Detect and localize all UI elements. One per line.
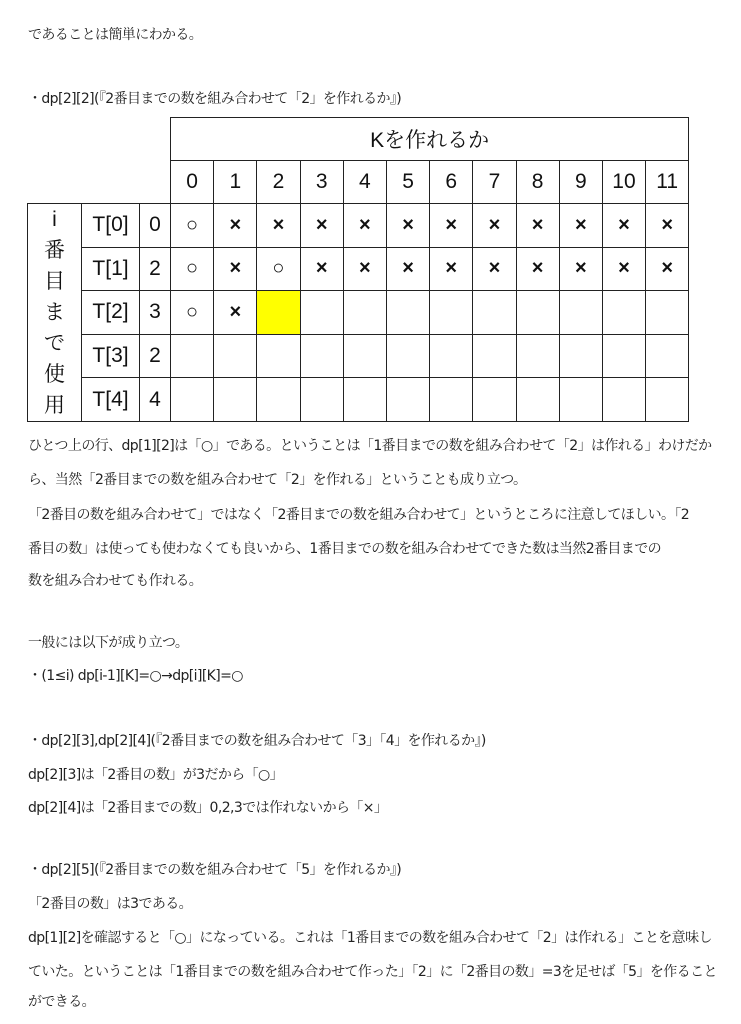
text-line: ・dp[2][5](『2番目までの数を組み合わせて「5」を作れるか』) [28,862,402,878]
dp-cell: × [343,204,386,248]
dp-cell: × [430,204,473,248]
dp-cell [343,334,386,378]
dp-cell [343,291,386,335]
table-header: Kを作れるか [171,118,689,161]
dp-cell [386,334,429,378]
k-column-header: 3 [300,161,343,204]
text-line: ひとつ上の行、dp[1][2]は「○」である。ということは「1番目までの数を組み合わせて「2」は作れる」わけだか [28,438,712,454]
dp-cell: ○ [171,247,214,291]
dp-cell [602,334,645,378]
dp-cell: × [516,247,559,291]
dp-cell [343,378,386,422]
text-line: dp[1][2]を確認すると「○」になっている。これは「1番目までの数を組み合わせて「2」は作れる」ことを意味し [28,930,712,946]
text-line: dp[2][3]は「2番目の数」が3だから「○」 [28,767,284,783]
dp-cell [300,334,343,378]
text-line: ができる。 [28,994,95,1010]
dp-cell [516,378,559,422]
k-column-header: 10 [602,161,645,204]
text-line: ・(1≤i) dp[i-1][K]=○→dp[i][K]=○ [28,668,243,684]
row-value: 0 [140,204,171,248]
k-column-header: 8 [516,161,559,204]
text-line: 一般には以下が成り立つ。 [28,635,189,651]
dp-cell: × [214,204,257,248]
dp-cell: × [300,204,343,248]
text-line: 「2番目の数を組み合わせて」ではなく「2番目までの数を組み合わせて」というところに注意してほしい。「2 [28,507,690,523]
dp-cell [602,378,645,422]
dp-cell: ○ [257,247,300,291]
dp-cell [300,291,343,335]
k-column-header: 7 [473,161,516,204]
dp-cell: × [646,204,689,248]
dp-cell: × [300,247,343,291]
dp-cell [646,378,689,422]
dp-cell [559,378,602,422]
dp-cell [559,291,602,335]
dp-cell: × [214,291,257,335]
dp-cell [646,291,689,335]
dp-cell [257,291,300,335]
k-column-header: 0 [171,161,214,204]
k-column-header: 9 [559,161,602,204]
dp-cell [257,378,300,422]
dp-cell [171,334,214,378]
dp-cell [559,334,602,378]
dp-cell [473,291,516,335]
dp-cell [473,378,516,422]
empty-corner [28,118,171,204]
dp-cell [386,291,429,335]
dp-cell [602,291,645,335]
dp-cell: × [386,204,429,248]
dp-cell [386,378,429,422]
text-line: 番目の数」は使っても使わなくても良いから、1番目までの数を組み合わせてできた数は当然2番目までの [28,541,662,557]
k-column-header: 4 [343,161,386,204]
row-label: T[4] [82,378,140,422]
k-column-header: 1 [214,161,257,204]
dp-cell: × [516,204,559,248]
row-label: T[0] [82,204,140,248]
dp-cell [473,334,516,378]
text-line: dp[2][4]は「2番目までの数」0,2,3では作れないから「×」 [28,800,388,816]
dp-cell [300,378,343,422]
dp-cell: × [430,247,473,291]
dp-cell [516,334,559,378]
dp-cell: × [214,247,257,291]
k-column-header: 6 [430,161,473,204]
dp-cell: ○ [171,291,214,335]
dp-cell: × [602,247,645,291]
dp-table [27,117,689,422]
dp-cell: × [602,204,645,248]
dp-cell [430,291,473,335]
k-column-header: 11 [646,161,689,204]
row-value: 4 [140,378,171,422]
dp-cell: × [646,247,689,291]
dp-cell [214,334,257,378]
row-value: 2 [140,334,171,378]
dp-cell [430,378,473,422]
dp-cell: × [473,247,516,291]
k-column-header: 2 [257,161,300,204]
dp-cell: ○ [171,204,214,248]
dp-cell [214,378,257,422]
side-label: i 番 目 ま で 使 用 [28,204,82,422]
text-line: ら、当然「2番目までの数を組み合わせて「2」を作れる」ということも成り立つ。 [28,472,527,488]
dp-cell: × [386,247,429,291]
dp-cell [516,291,559,335]
text-line: 数を組み合わせても作れる。 [28,573,203,589]
text-line: であることは簡単にわかる。 [28,27,203,43]
k-column-header: 5 [386,161,429,204]
dp-cell [171,378,214,422]
dp-cell [257,334,300,378]
dp-cell: × [343,247,386,291]
row-label: T[2] [82,291,140,335]
text-line: 「2番目の数」は3である。 [28,896,193,912]
text-line: ・dp[2][2](『2番目までの数を組み合わせて「2」を作れるか』) [28,91,402,107]
dp-cell: × [257,204,300,248]
row-value: 2 [140,247,171,291]
dp-cell: × [559,204,602,248]
row-label: T[3] [82,334,140,378]
dp-cell: × [559,247,602,291]
dp-cell [430,334,473,378]
text-line: ていた。ということは「1番目までの数を組み合わせて作った」「2」に「2番目の数」=3を足せば「5」を作ること [28,964,717,980]
row-value: 3 [140,291,171,335]
dp-cell [646,334,689,378]
dp-cell: × [473,204,516,248]
row-label: T[1] [82,247,140,291]
text-line: ・dp[2][3],dp[2][4](『2番目までの数を組み合わせて「3」「4」を作れるか』) [28,733,486,749]
